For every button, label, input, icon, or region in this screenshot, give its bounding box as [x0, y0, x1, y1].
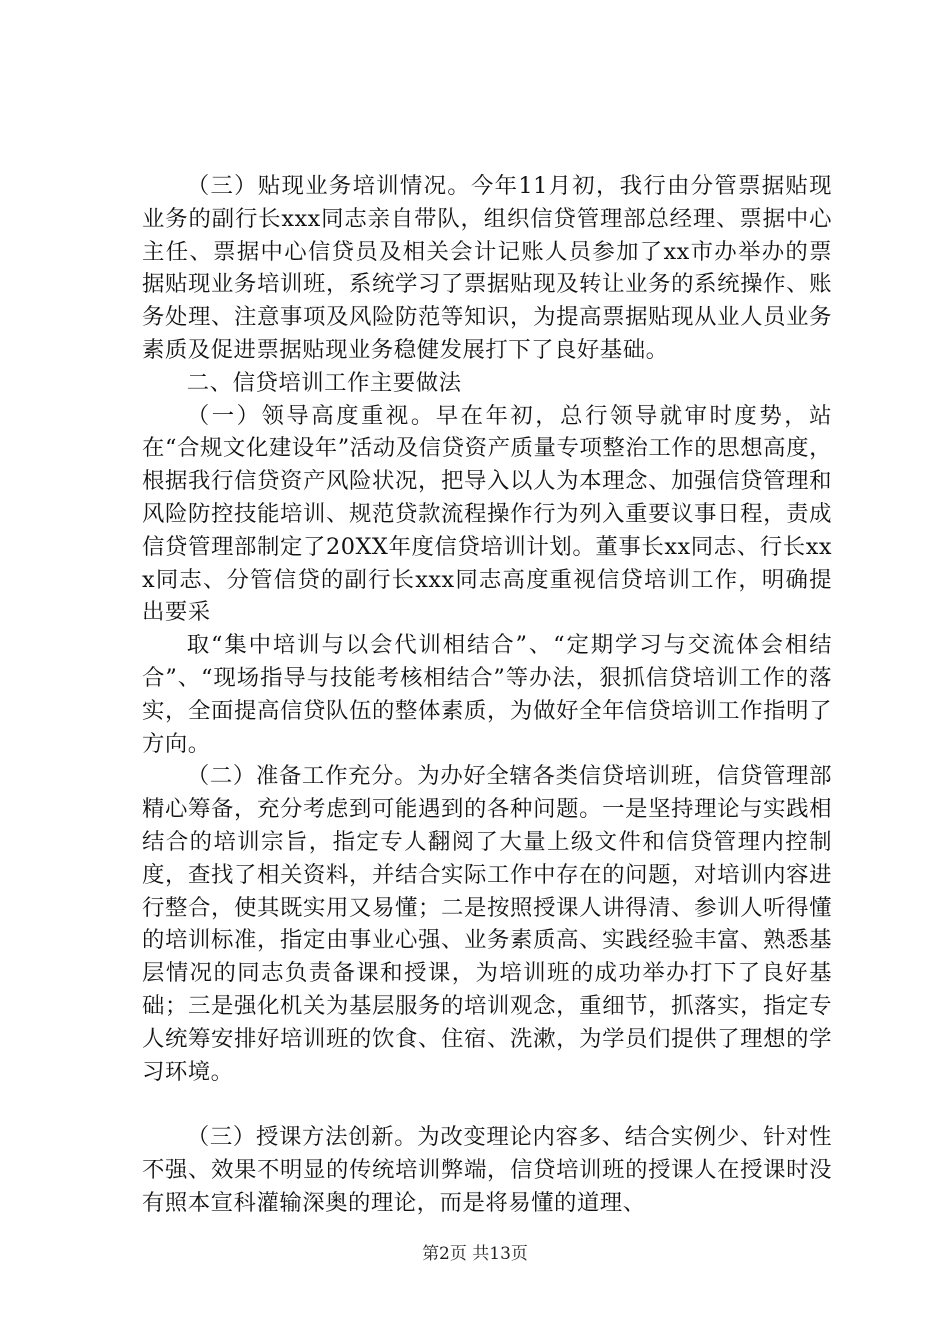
paragraph-teaching-innovation: （三）授课方法创新。为改变理论内容多、结合实例少、针对性不强、效果不明显的传统培训弊端，信贷培训班的授课人在授课时没有照本宣科灌输深奥的理论，而是将易懂的道理、: [142, 1124, 832, 1216]
paragraph-training-methods: 取“集中培训与以会代训相结合”、“定期学习与交流体会相结合”、“现场指导与技能考核相结合”等办法，狠抓信贷培训工作的落实，全面提高信贷队伍的整体素质，为做好全年信贷培训工作指明了方向。: [142, 632, 832, 757]
paragraph-leadership-attention: （一）领导高度重视。早在年初，总行领导就审时度势，站在“合规文化建设年”活动及信贷资产质量专项整治工作的思想高度，根据我行信贷资产风险状况，把导入以人为本理念、加强信贷管理和风险防控技能培训、规范贷款流程操作行为列入重要议事日程，责成信贷管理部制定了20XX年度信贷培训计划。董事长xx同志、行长xxx同志、分管信贷的副行长xxx同志高度重视信贷培训工作，明确提出要采: [142, 402, 832, 626]
document-body: [142, 170, 832, 1220]
section-heading-main-practices: 二、信贷培训工作主要做法: [186, 369, 462, 396]
page-number-footer: 第2页 共13页: [422, 1244, 528, 1264]
paragraph-preparation-work: （二）准备工作充分。为办好全辖各类信贷培训班，信贷管理部精心筹备，充分考虑到可能遇到的各种问题。一是坚持理论与实践相结合的培训宗旨，指定专人翻阅了大量上级文件和信贷管理内控制度，查找了相关资料，并结合实际工作中存在的问题，对培训内容进行整合，使其既实用又易懂；二是按照授课人讲得清、参训人听得懂的培训标准，指定由事业心强、业务素质高、实践经验丰富、熟悉基层情况的同志负责备课和授课，为培训班的成功举办打下了良好基础；三是强化机关为基层服务的培训观念，重细节，抓落实，指定专人统筹安排好培训班的饮食、住宿、洗漱，为学员们提供了理想的学习环境。: [142, 763, 832, 1085]
paragraph-discount-training: （三）贴现业务培训情况。今年11月初，我行由分管票据贴现业务的副行长xxx同志亲自带队，组织信贷管理部总经理、票据中心主任、票据中心信贷员及相关会计记账人员参加了xx市办举办的票据贴现业务培训班，系统学习了票据贴现及转让业务的系统操作、账务处理、注意事项及风险防范等知识，为提高票据贴现从业人员业务素质及促进票据贴现业务稳健发展打下了良好基础。: [142, 173, 832, 363]
